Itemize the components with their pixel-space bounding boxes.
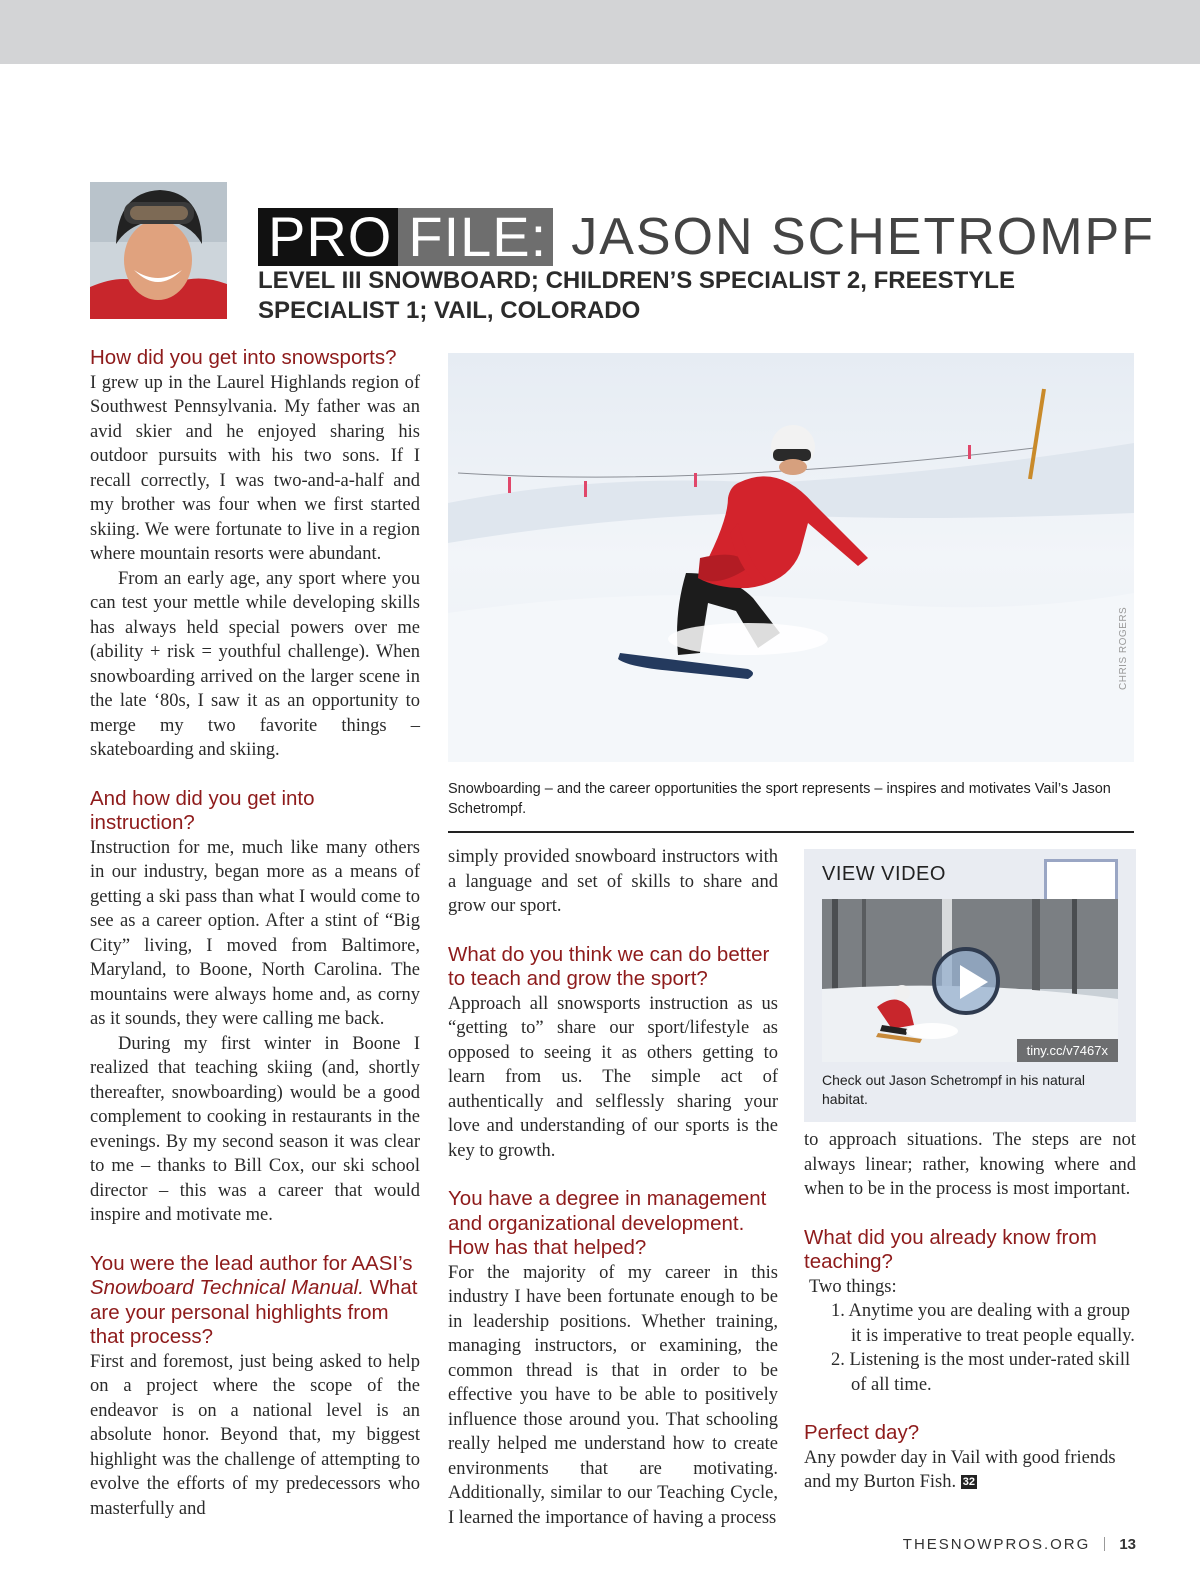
video-thumbnail[interactable] — [822, 899, 1118, 1062]
headshot-photo — [90, 182, 227, 319]
right-column — [804, 1128, 1136, 1495]
answer-7-paragraph: Any powder day in Vail with good friends and my Burton Fish. 32 — [804, 1447, 1116, 1492]
photo-credit: CHRIS ROGERS — [1118, 606, 1129, 690]
answer-6-intro: Two things: — [809, 1276, 897, 1297]
video-url[interactable]: tiny.cc/v7467x — [1017, 1039, 1118, 1062]
footer-site: THESNOWPROS.ORG — [902, 1536, 1091, 1553]
answer-6-list — [831, 1299, 1136, 1397]
answer-3-continued: simply provided snowboard instructors with a language and set of skills to share and grow our sport. — [448, 847, 778, 916]
middle-column — [448, 845, 778, 1530]
play-button-icon[interactable] — [932, 947, 1000, 1015]
question-4: What do you think we can do better to teach and grow the sport? — [448, 942, 770, 990]
answer-1-paragraph-1: I grew up in the Laurel Highlands region of Southwest Pennsylvania. My father was an avid skier and he enjoyed sharing his outdoor pursuits with his two sons. If I recall correctly, I was two-and-a-half and my brother was four when we first started skiing. We were fortunate to live in a region where mountain resorts were abundant. — [90, 372, 420, 564]
video-caption: Check out Jason Schetrompf in his natural habitat. — [822, 1072, 1086, 1107]
video-title: VIEW VIDEO — [822, 863, 946, 885]
list-item: 2. Listening is the most under-rated skill of all time. — [831, 1350, 1131, 1395]
profile-name: JASON SCHETROMPF — [571, 208, 1156, 266]
photo-caption: Snowboarding – and the career opportunities the sport represents – inspires and motivates Vail’s Jason Schetrompf. — [448, 781, 1111, 817]
question-7: Perfect day? — [804, 1421, 920, 1444]
answer-2-paragraph-1: Instruction for me, much like many others in our industry, began more as a means of getting a ski pass than what I would come to see as a career option. After a stint of “Big City” living, I moved from Baltimore, Maryland, to Boone, North Carolina. The mountains were always home and, as corny as it sounds, they were calling me back. — [90, 837, 420, 1029]
question-2: And how did you get into instruction? — [90, 786, 315, 834]
profile-title — [258, 205, 1156, 268]
answer-3-paragraph-1: First and foremost, just being asked to help on a project where the scope of the endeavor is on a national level is an absolute honor. Beyond that, my biggest highlight was the challenge of attempting to evolve the efforts of my predecessors who masterfully and — [90, 1351, 420, 1519]
caption-divider — [448, 831, 1134, 833]
title-pro: PRO — [258, 208, 398, 266]
question-6: What did you already know from teaching? — [804, 1225, 1097, 1273]
list-item: 1. Anytime you are dealing with a group it is imperative to treat people equally. — [831, 1301, 1135, 1346]
title-file: FILE: — [398, 208, 553, 266]
page-number: 13 — [1119, 1536, 1136, 1553]
profile-credentials: LEVEL III SNOWBOARD; CHILDREN’S SPECIALIST 2, FREESTYLE SPECIALIST 1; VAIL, COLORADO — [258, 267, 1015, 324]
snowboarder-photo — [448, 353, 1134, 762]
question-3: You were the lead author for AASI’s Snowboard Technical Manual. What are your personal highlights from that process? — [90, 1251, 418, 1348]
left-column — [90, 346, 420, 1521]
top-gray-bar — [0, 0, 1200, 64]
question-1: How did you get into snowsports? — [90, 346, 397, 369]
footer-divider — [1104, 1537, 1105, 1551]
answer-4-paragraph-1: Approach all snowsports instruction as us “getting to” share our sport/lifestyle as opposed to seeing it as others getting to learn from us. The simple act of authentically and selflessly sharing your love and understanding of our sports is the key to growth. — [448, 993, 778, 1161]
answer-1-paragraph-2: From an early age, any sport where you can test your mettle while developing skills has always held special powers over me (ability + risk = youthful challenge). When snowboarding arrived on the larger scene in the late ‘80s, I saw it as an opportunity to merge my two favorite things – skateboarding and skiing. — [90, 568, 420, 760]
video-callout[interactable] — [804, 849, 1136, 1122]
end-mark-icon: 32 — [962, 1476, 975, 1488]
answer-2-paragraph-2: During my first winter in Boone I realized that teaching skiing (and, shortly thereafter, snowboarding) would be a good complement to cooking in restaurants in the evenings. By my second season it was clear to me – thanks to Bill Cox, our ski school director – this was a career that would inspire and motivate me. — [90, 1033, 420, 1225]
question-5: You have a degree in management and organizational development. How has that helped? — [448, 1187, 767, 1259]
answer-5-continued: to approach situations. The steps are not always linear; rather, knowing where and when to be in the process is most important. — [804, 1130, 1136, 1199]
page-footer — [903, 1536, 1136, 1553]
answer-5-paragraph-1: For the majority of my career in this industry I have been fortunate enough to be in leadership positions. Whether training, managing instructors, or examining, the common thread is that in order to be effective you have to be able to positively influence those around you. That schooling really helped me understand how to create environments that are motivating. Additionally, similar to our Teaching Cycle, I learned the importance of having a process — [448, 1262, 778, 1528]
